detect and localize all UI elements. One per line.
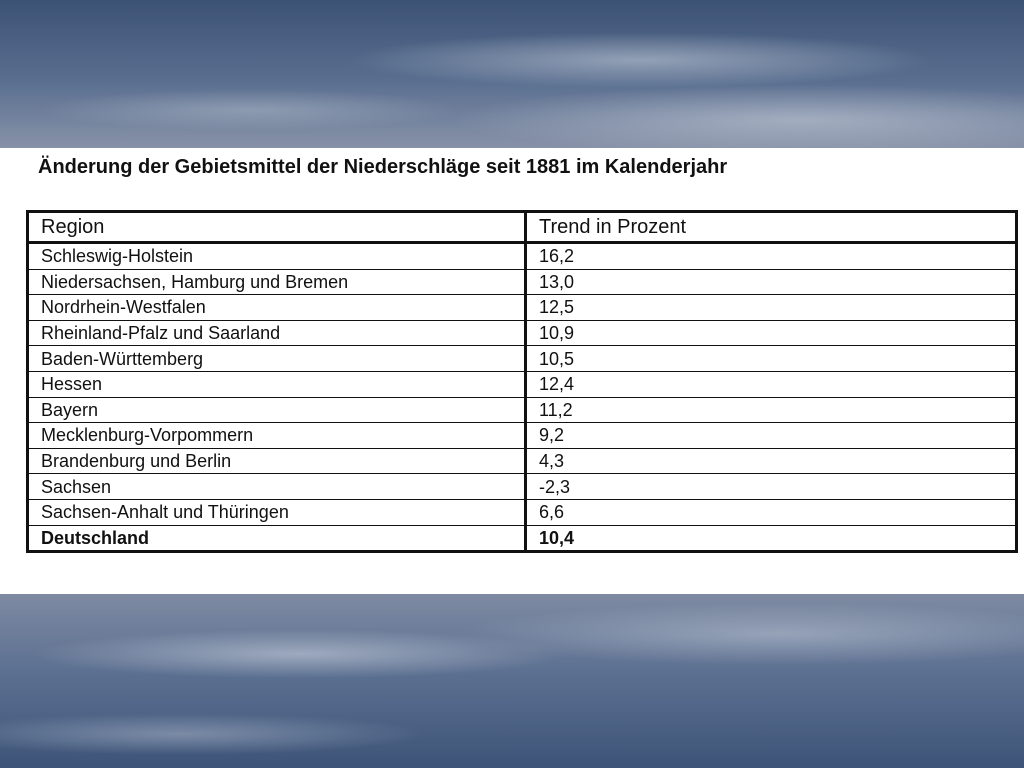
precipitation-table xyxy=(26,210,1018,553)
trend-cell: 6,6 xyxy=(526,499,1017,525)
trend-cell: 11,2 xyxy=(526,397,1017,423)
table-row xyxy=(28,448,1017,474)
trend-cell: 9,2 xyxy=(526,423,1017,449)
region-cell: Sachsen xyxy=(28,474,526,500)
table-row xyxy=(28,371,1017,397)
trend-cell: 13,0 xyxy=(526,269,1017,295)
sky-background-top xyxy=(0,0,1024,148)
region-cell: Nordrhein-Westfalen xyxy=(28,295,526,321)
document-title: Änderung der Gebietsmittel der Niederschläge seit 1881 im Kalenderjahr xyxy=(38,156,728,178)
trend-cell: 12,5 xyxy=(526,295,1017,321)
region-cell: Schleswig-Holstein xyxy=(28,243,526,270)
region-cell: Niedersachsen, Hamburg und Bremen xyxy=(28,269,526,295)
region-cell: Brandenburg und Berlin xyxy=(28,448,526,474)
table-row xyxy=(28,423,1017,449)
table-header-row xyxy=(28,212,1017,243)
document-slide xyxy=(0,148,1024,594)
region-cell: Sachsen-Anhalt und Thüringen xyxy=(28,499,526,525)
trend-cell: 16,2 xyxy=(526,243,1017,270)
trend-cell: -2,3 xyxy=(526,474,1017,500)
table-row xyxy=(28,397,1017,423)
trend-cell: 4,3 xyxy=(526,448,1017,474)
region-cell: Rheinland-Pfalz und Saarland xyxy=(28,320,526,346)
table-row xyxy=(28,269,1017,295)
total-trend-cell: 10,4 xyxy=(526,525,1017,552)
region-cell: Baden-Württemberg xyxy=(28,346,526,372)
trend-cell: 12,4 xyxy=(526,371,1017,397)
trend-cell: 10,5 xyxy=(526,346,1017,372)
header-region: Region xyxy=(28,212,526,243)
table-row xyxy=(28,346,1017,372)
table-row xyxy=(28,243,1017,270)
table-row xyxy=(28,320,1017,346)
total-region-cell: Deutschland xyxy=(28,525,526,552)
table-row xyxy=(28,499,1017,525)
table-row xyxy=(28,474,1017,500)
header-trend: Trend in Prozent xyxy=(526,212,1017,243)
region-cell: Mecklenburg-Vorpommern xyxy=(28,423,526,449)
region-cell: Hessen xyxy=(28,371,526,397)
sky-background-bottom xyxy=(0,594,1024,768)
region-cell: Bayern xyxy=(28,397,526,423)
table-row xyxy=(28,295,1017,321)
table-total-row xyxy=(28,525,1017,552)
trend-cell: 10,9 xyxy=(526,320,1017,346)
